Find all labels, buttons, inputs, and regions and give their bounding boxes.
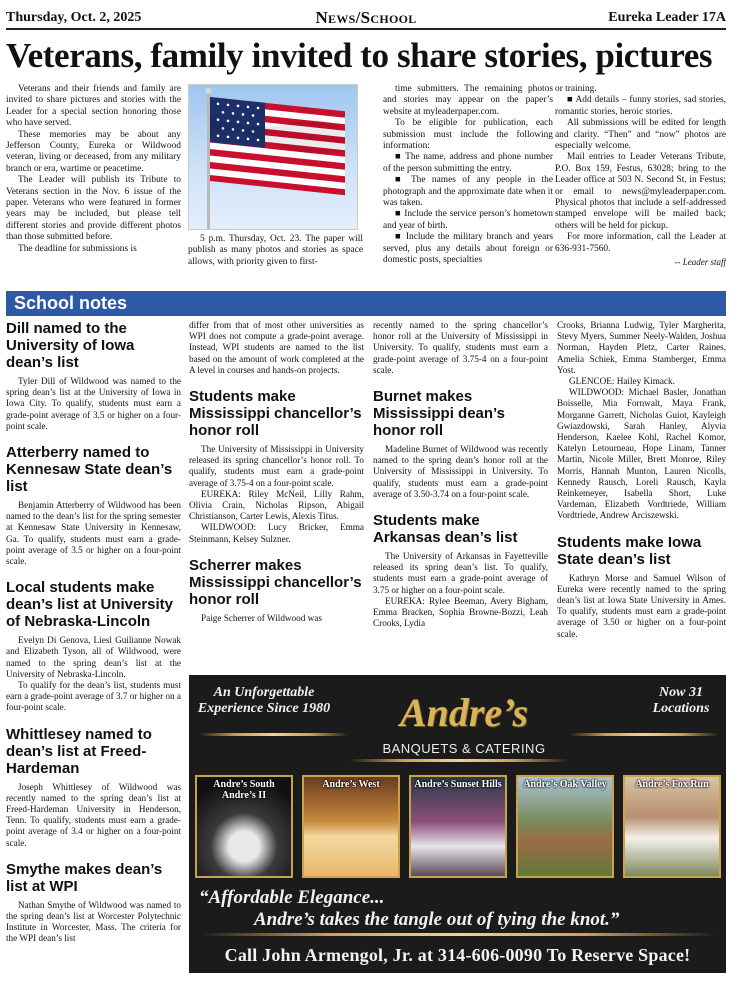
- note-body: Paige Scherrer of Wildwood was: [201, 612, 322, 623]
- story-paragraph: ■ Include the service person’s hometown and year of birth.: [383, 209, 553, 231]
- gold-swoosh: [569, 733, 719, 736]
- story-paragraph: Mail entries to Leader Veterans Tribute, P.O. Box 159, Festus, 63028; bring to the Leader office at 503 N. Second St. in Festus; or email to news@myleaderpaper.com. Physical photos that include a self-addressed stamped envelope will be mailed back; others will be held for pickup.: [555, 152, 726, 231]
- note-body: recently named to the spring chancellor’s honor roll at the University of Mississippi in University. To qualify, students must earn a grade-point average of 3.75-4 on a four-point scale.: [373, 320, 548, 375]
- story-paragraph: or training.: [555, 84, 597, 94]
- ad-quote-line-2: Andre’s takes the tangle out of tying the knot.”: [254, 909, 620, 930]
- ad-tagline-left: An Unforgettable Experience Since 1980: [197, 685, 331, 716]
- note-body: Benjamin Atterberry of Wildwood has been named to the dean’s list for the spring semester at Kennesaw State University in Kennesaw, Ga. To qualify, students must earn a grade-point average of 3.5 or higher on a four-point scale.: [6, 500, 181, 567]
- story-paragraph: ■ Add details – funny stories, sad stories, romantic stories, heroic stories.: [555, 95, 726, 117]
- note-headline: Students make Iowa State dean’s list: [557, 533, 702, 568]
- venue-label: Andre’s South Andre’s II: [213, 779, 275, 801]
- honoree-list: Crooks, Brianna Ludwig, Tyler Margherita, Stevy Myers, Summer Neely-Walden, Joshua Norman, Hayden Pletz, Carter Raines, Amelia Schiek, Emma Stamberger, Emma Yost.: [557, 320, 726, 375]
- venue-photo: [516, 775, 614, 878]
- notes-column-1: [6, 320, 181, 980]
- ad-call-to-action[interactable]: Call John Armengol, Jr. at 314-606-0090 To Reserve Space!: [224, 945, 691, 965]
- section-name: News/School: [315, 8, 417, 27]
- note-headline: Students make Arkansas dean’s list: [373, 512, 518, 547]
- note-headline: Local students make dean’s list at University of Nebraska-Lincoln: [6, 579, 174, 631]
- notes-column-2: [189, 320, 364, 672]
- story-photo-column: [188, 84, 363, 268]
- notes-column-4: [557, 320, 726, 672]
- story-paragraph: time submitters. The remaining photos and stories may appear on the paper’s website at myleaderpaper.com.: [383, 84, 553, 117]
- note-headline: Whittlesey named to dean’s list at Freed-Hardeman: [6, 725, 152, 777]
- ad-brand-logo: Andre’s: [399, 690, 529, 735]
- gold-swoosh: [199, 733, 349, 736]
- story-paragraph: ■ The name, address and phone number of the person submitting the entry.: [383, 152, 553, 174]
- honoree-list: EUREKA: Rylee Beeman, Avery Bigham, Emma Bracken, Sophia Browne-Bozzi, Leah Crooks, Lydia: [373, 595, 548, 629]
- venue-photo: [195, 775, 293, 878]
- venue-label: Andre’s Oak Valley: [523, 779, 607, 790]
- page-number: Eureka Leader 17A: [608, 10, 726, 25]
- honoree-list: EUREKA: Riley McNeil, Lilly Rahm, Olivia Crain, Nicholas Ripson, Abigail Christianson, Carter Lewis, Alexis Titus.: [189, 488, 364, 522]
- honoree-list: WILDWOOD: Michael Basler, Jonathan Boisselle, Mia Fornwalt, Maya Frank, Morganne Garrett, Nicholas Guiot, Kayleigh Gwiazdowski, Sarah Hanley, Alyvia Henderson, Kaelee Kohl, Rachel Komor, Katelyn Letourneau, Hope Linam, Tanner Martin, Nicole Miller, Brett Monroe, Riley Morris, Hannah Munton, Lauren Nicolls, Kennedy Rausch, Loreli Rausch, Kayla Reinkemeyer, Isabella Short, Luke Vardeman, Elizabeth Vordtriede, William Vordtriede, Andrew Arciszewski.: [557, 387, 726, 521]
- story-byline: -- Leader staff: [674, 257, 726, 268]
- story-column-4: [555, 84, 726, 269]
- gold-swoosh: [199, 933, 716, 936]
- story-paragraph: Veterans and their friends and family are invited to share pictures and stories with the Leader for a special section honoring those who have served.: [6, 84, 181, 129]
- story-paragraph: 5 p.m. Thursday, Oct. 23. The paper will publish as many photos and stories as space allows, with priority given to first-: [188, 234, 363, 267]
- note-body: Joseph Whittlesey of Wildwood was recently named to the spring dean’s list at Freed-Hardeman University in Henderson, Tenn. To qualify, students must earn a grade-point average of 3.4 or higher on a four-point scale.: [6, 781, 181, 848]
- veterans-story: [6, 84, 726, 284]
- note-body: Evelyn Di Genova, Liesl Guilianne Nowak and Elizabeth Tyson, all of Wildwood, were named to the spring dean’s list at the University of Nebraska-Lincoln.: [6, 635, 181, 679]
- note-body: differ from that of most other universities as WPI does not compute a grade-point average. Instead, WPI students are named to the list based on the amount of work completed at the A level in courses and hands-on projects.: [189, 320, 364, 375]
- note-headline: Dill named to the University of Iowa dean’s list: [6, 320, 135, 371]
- note-headline: Smythe makes dean’s list at WPI: [6, 860, 163, 895]
- notes-column-3: [373, 320, 548, 672]
- story-column-3: [383, 84, 553, 267]
- issue-date: Thursday, Oct. 2, 2025: [6, 10, 142, 25]
- story-paragraph: These memories may be about any Jefferson County, Eureka or Wildwood veteran, living or deceased, from any military branch or era, wartime or peacetime.: [6, 129, 181, 174]
- story-paragraph: The Leader will publish its Tribute to Veterans section in the Nov. 6 issue of the paper. Veterans who were featured in former years may be included, but please tell different stories and provide different photos than those submitted before.: [6, 175, 181, 243]
- american-flag-photo: [188, 84, 358, 230]
- note-headline: Atterberry named to Kennesaw State dean’s list: [6, 444, 173, 496]
- andres-advertisement[interactable]: [189, 675, 726, 973]
- ad-subtitle: BANQUETS & CATERING: [382, 741, 546, 756]
- main-headline: Veterans, family invited to share stories, pictures: [6, 36, 713, 75]
- note-body: The University of Arkansas in Fayetteville released its spring dean’s list. To qualify, students must earn a grade-point average of 3.75 or higher on a four-point scale.: [373, 551, 548, 595]
- note-headline: Burnet makes Mississippi dean’s honor roll: [373, 388, 505, 440]
- honoree-list: GLENCOE: Hailey Kimack.: [569, 376, 675, 387]
- note-body: To qualify for the dean’s list, students must earn a grade-point average of 3.7 or higher on a four-point scale.: [6, 680, 181, 713]
- note-body: Nathan Smythe of Wildwood was named to the spring dean’s list at Worcester Polytechnic Institute in Worcester, Mass. The criteria for the WPI dean’s list: [6, 899, 181, 944]
- note-headline: Scherrer makes Mississippi chancellor’s honor roll: [189, 556, 362, 608]
- gold-swoosh: [349, 759, 569, 762]
- note-body: Kathryn Morse and Samuel Wilson of Eureka were recently named to the spring dean’s list at Iowa State University in Ames. To qualify, students must earn a grade-point average of 3.50 or higher on a four-point scale.: [557, 572, 726, 639]
- note-body: Madeline Burnet of Wildwood was recently named to the spring dean’s honor roll at the University of Mississippi in University. To qualify, students must earn a grade-point average of 3.50-3.74 on a four-point scale.: [373, 444, 548, 499]
- story-paragraph: For more information, call the Leader at 636-931-7560.: [555, 232, 726, 254]
- note-body: Tyler Dill of Wildwood was named to the spring dean’s list at the University of Iowa in Iowa City. To qualify, students must earn a grade-point average of 3.5 or higher on a four-point scale.: [6, 376, 181, 431]
- story-paragraph: The deadline for submissions is: [18, 243, 137, 254]
- story-paragraph: To be eligible for publication, each submission must include the following information:: [383, 118, 553, 152]
- venue-photo-row: [195, 775, 720, 878]
- honoree-list: WILDWOOD: Lucy Bricker, Emma Steinmann, Kelsey Sulzner.: [189, 522, 364, 544]
- venue-photo: [623, 775, 721, 878]
- page-folio: [6, 8, 726, 30]
- note-body: The University of Mississippi in University released its spring chancellor’s honor roll. To qualify, students must earn a grade-point average of 3.75-4 on a four-point scale.: [189, 444, 364, 488]
- venue-label: Andre’s Fox Run: [635, 779, 709, 790]
- story-column-1: [6, 84, 181, 255]
- venue-label: Andre’s Sunset Hills: [414, 779, 502, 790]
- school-notes-banner: School notes: [6, 291, 726, 316]
- venue-label: Andre’s West: [322, 779, 380, 790]
- flag-illustration: [189, 85, 358, 230]
- story-paragraph: ■ Include the military branch and years served, plus any details about foreign or domestic posts, specialties: [383, 232, 553, 266]
- venue-photo: [409, 775, 507, 878]
- ad-quote-line-1: “Affordable Elegance...: [199, 887, 385, 908]
- venue-photo: [302, 775, 400, 878]
- note-headline: Students make Mississippi chancellor’s honor roll: [189, 388, 362, 440]
- ad-tagline-right: Now 31 Locations: [652, 685, 710, 716]
- story-paragraph: All submissions will be edited for length and clarity. “Then” and “now” photos are especially welcome.: [555, 118, 726, 152]
- story-paragraph: ■ The names of any people in the photograph and the approximate date when it was taken.: [383, 175, 553, 209]
